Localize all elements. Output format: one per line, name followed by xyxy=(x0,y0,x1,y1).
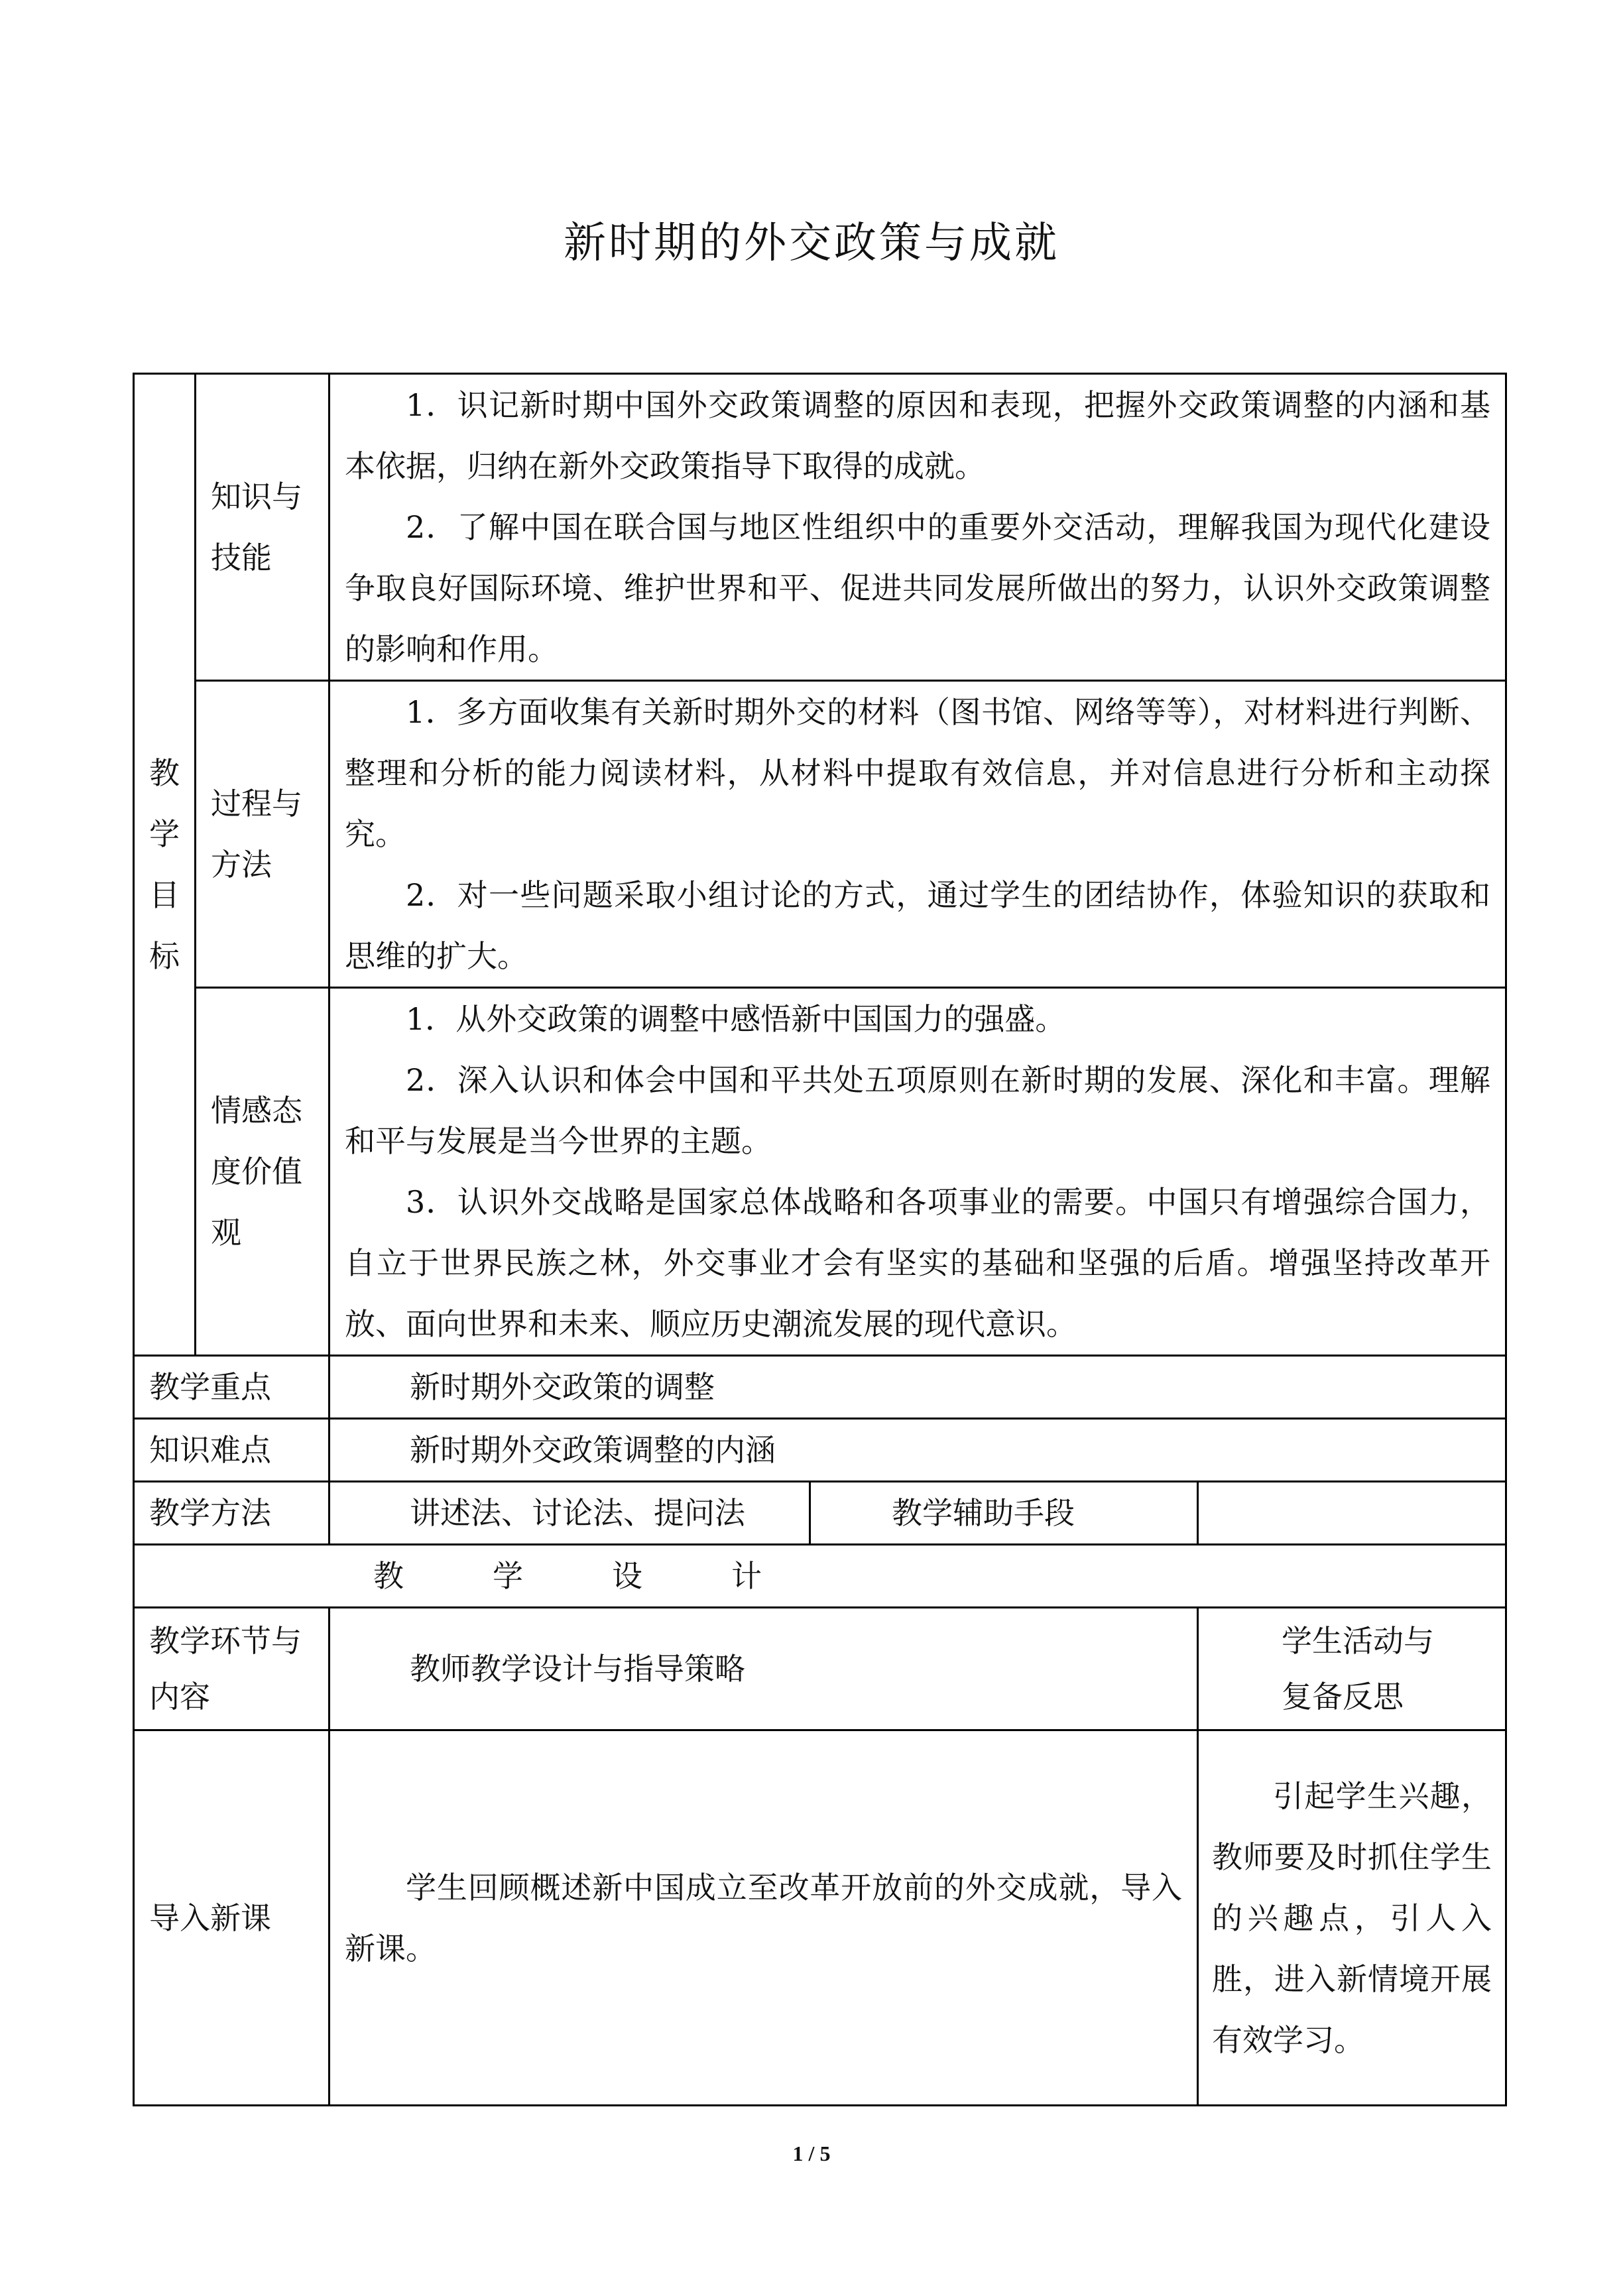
col-student-line: 复备反思 xyxy=(1282,1679,1404,1715)
objective-paragraph: 1．从外交政策的调整中感悟新中国国力的强盛。 xyxy=(406,1001,1066,1037)
objective-name-line: 过程与 xyxy=(211,786,302,821)
objectives-label-char: 教 xyxy=(149,755,180,791)
difficulty-value: 新时期外交政策调整的内涵 xyxy=(330,1419,1506,1482)
method-label: 教学方法 xyxy=(134,1482,330,1545)
objective-content-cell xyxy=(330,681,1506,988)
col-stage-header xyxy=(134,1608,330,1730)
design-student-text: 引起学生兴趣，教师要及时抓住学生的兴趣点，引人入胜，进入新情境开展有效学习。 xyxy=(1212,1778,1492,2058)
difficulty-label: 知识难点 xyxy=(134,1419,330,1482)
objective-row-process xyxy=(134,681,1506,988)
objective-name-line: 观 xyxy=(211,1215,241,1250)
objective-name-line: 知识与 xyxy=(211,479,302,514)
design-stage-cell: 导入新课 xyxy=(134,1730,330,2106)
design-heading-char: 学 xyxy=(493,1558,523,1594)
objectives-label-cell xyxy=(134,374,196,1356)
page-number: 1 / 5 xyxy=(792,2142,831,2165)
document-title: 新时期的外交政策与成就 xyxy=(564,219,1059,268)
design-heading-char: 教 xyxy=(373,1558,404,1594)
objective-name-line: 方法 xyxy=(211,847,272,882)
design-heading xyxy=(135,1545,1505,1606)
objective-content-cell xyxy=(330,988,1506,1356)
col-teacher-header: 教师教学设计与指导策略 xyxy=(330,1608,1198,1730)
lesson-plan-table xyxy=(133,373,1507,2106)
aux-means-value xyxy=(1198,1482,1506,1545)
col-student-header xyxy=(1198,1608,1506,1730)
objectives-label-char: 学 xyxy=(149,816,180,852)
objective-name-cell xyxy=(196,374,330,681)
objective-paragraph: 1．多方面收集有关新时期外交的材料（图书馆、网络等等），对材料进行判断、整理和分析的能力阅读材料，从材料中提取有效信息，并对信息进行分析和主动探究。 xyxy=(345,694,1490,852)
design-teacher-cell xyxy=(330,1730,1198,2106)
objective-paragraph: 1．识记新时期中国外交政策调整的原因和表现，把握外交政策调整的内涵和基本依据，归纳在新外交政策指导下取得的成就。 xyxy=(345,387,1490,484)
aux-means-label: 教学辅助手段 xyxy=(810,1482,1198,1545)
method-row xyxy=(134,1482,1506,1545)
objective-name-line: 技能 xyxy=(211,540,272,575)
objective-name-line: 度价值 xyxy=(211,1154,302,1189)
objective-content-cell xyxy=(330,374,1506,681)
col-stage-line: 教学环节与 xyxy=(149,1623,302,1659)
objective-row-knowledge xyxy=(134,374,1506,681)
objective-paragraph: 2．对一些问题采取小组讨论的方式，通过学生的团结协作，体验知识的获取和思维的扩大。 xyxy=(345,877,1490,974)
method-value: 讲述法、讨论法、提问法 xyxy=(330,1482,810,1545)
col-stage-line: 内容 xyxy=(149,1679,210,1715)
difficulty-row xyxy=(134,1419,1506,1482)
objective-name-cell xyxy=(196,681,330,988)
design-teacher-text: 学生回顾概述新中国成立至改革开放前的外交成就，导入新课。 xyxy=(345,1869,1182,1966)
key-point-row xyxy=(134,1356,1506,1419)
design-heading-char: 计 xyxy=(731,1558,762,1594)
objective-paragraph: 2．了解中国在联合国与地区性组织中的重要外交活动，理解我国为现代化建设争取良好国际环境、维护世界和平、促进共同发展所做出的努力，认识外交政策调整的影响和作用。 xyxy=(345,509,1490,667)
key-point-value: 新时期外交政策的调整 xyxy=(330,1356,1506,1419)
design-heading-row xyxy=(134,1545,1506,1608)
objective-name-line: 情感态 xyxy=(211,1093,302,1128)
design-heading-cell xyxy=(134,1545,1506,1608)
design-student-cell xyxy=(1198,1730,1506,2106)
design-header-row xyxy=(134,1608,1506,1730)
key-point-label: 教学重点 xyxy=(134,1356,330,1419)
objective-name-cell xyxy=(196,988,330,1356)
objective-paragraph: 3．认识外交战略是国家总体战略和各项事业的需要。中国只有增强综合国力，自立于世界民族之林，外交事业才会有坚实的基础和坚强的后盾。增强坚持改革开放、面向世界和未来、顺应历史潮流发展的现代意识。 xyxy=(345,1184,1490,1342)
objective-paragraph: 2．深入认识和体会中国和平共处五项原则在新时期的发展、深化和丰富。理解和平与发展是当今世界的主题。 xyxy=(345,1062,1490,1159)
objectives-label-char: 标 xyxy=(149,938,180,974)
design-row xyxy=(134,1730,1506,2106)
col-student-line: 学生活动与 xyxy=(1282,1623,1434,1659)
objective-row-values xyxy=(134,988,1506,1356)
objectives-label-char: 目 xyxy=(149,877,180,913)
design-heading-char: 设 xyxy=(612,1558,642,1594)
